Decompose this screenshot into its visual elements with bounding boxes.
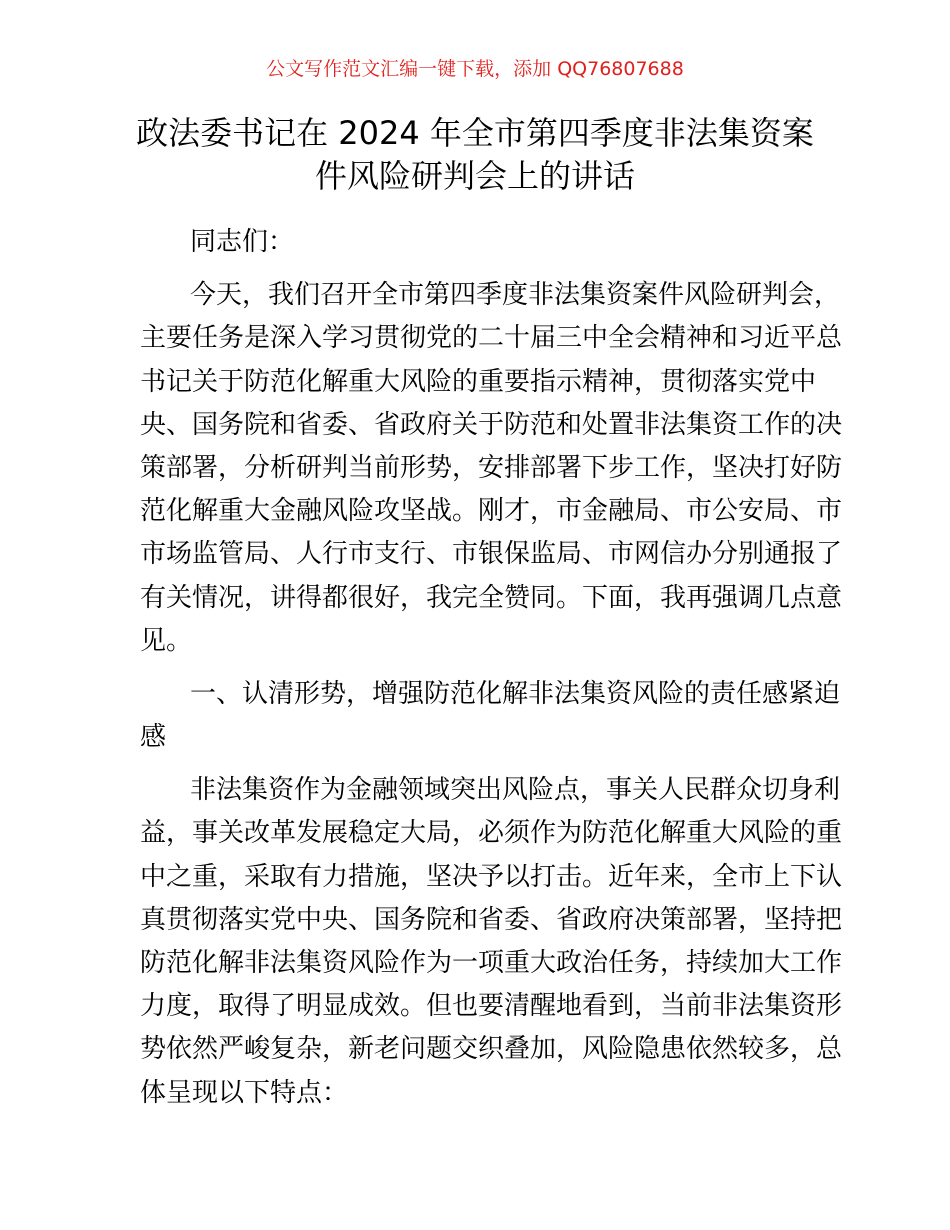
text-line: 力度，取得了明显成效。但也要清醒地看到，当前非法集资形: [140, 991, 843, 1022]
text-line: 主要任务是深入学习贯彻党的二十届三中全会精神和习近平总: [140, 323, 843, 354]
text-line: 防范化解非法集资风险作为一项重大政治任务，持续加大工作: [140, 948, 843, 978]
text-line: 见。: [140, 625, 193, 656]
text-line: 非法集资作为金融领域突出风险点，事关人民群众切身利: [190, 775, 841, 806]
paragraph-intro: [140, 274, 843, 663]
text-line: 书记关于防范化解重大风险的重要指示精神，贯彻落实党中: [140, 366, 817, 397]
text-line: 同志们：: [190, 227, 295, 257]
text-line: 势依然严峻复杂，新老问题交织叠加，风险隐患依然较多，总: [140, 1034, 843, 1065]
title-line: 政法委书记在 2024 年全市第四季度非法集资案: [136, 114, 814, 152]
text-line: 体呈现以下特点：: [140, 1077, 349, 1108]
document-title: [130, 112, 820, 198]
text-line: 中之重，采取有力措施，坚决予以打击。近年来，全市上下认: [140, 861, 843, 892]
salutation: [140, 221, 812, 264]
text-line: 策部署，分析研判当前形势，安排部署下步工作，坚决打好防: [140, 452, 843, 483]
text-line: 市场监管局、人行市支行、市银保监局、市网信办分别通报了: [140, 539, 843, 570]
text-line: 范化解重大金融风险攻坚战。刚才，市金融局、市公安局、市: [140, 496, 843, 527]
text-line: 真贯彻落实党中央、国务院和省委、省政府决策部署，坚持把: [140, 904, 843, 935]
text-line: 感: [140, 722, 167, 753]
text-line: 今天，我们召开全市第四季度非法集资案件风险研判会，: [190, 280, 841, 311]
text-line: 一、认清形势，增强防范化解非法集资风险的责任感紧迫: [190, 678, 841, 709]
section-heading: [140, 673, 841, 759]
text-line: 有关情况，讲得都很好，我完全赞同。下面，我再强调几点意: [140, 582, 843, 613]
text-line: 央、国务院和省委、省政府关于防范和处置非法集资工作的决: [140, 409, 843, 440]
title-line: 件风险研判会上的讲话: [314, 157, 635, 195]
text-line: 益，事关改革发展稳定大局，必须作为防范化解重大风险的重: [140, 818, 843, 849]
paragraph-situation: [140, 769, 843, 1115]
download-banner: 公文写作范文汇编一键下载，添加 QQ76807688: [266, 58, 684, 80]
document-body: [140, 221, 843, 1125]
